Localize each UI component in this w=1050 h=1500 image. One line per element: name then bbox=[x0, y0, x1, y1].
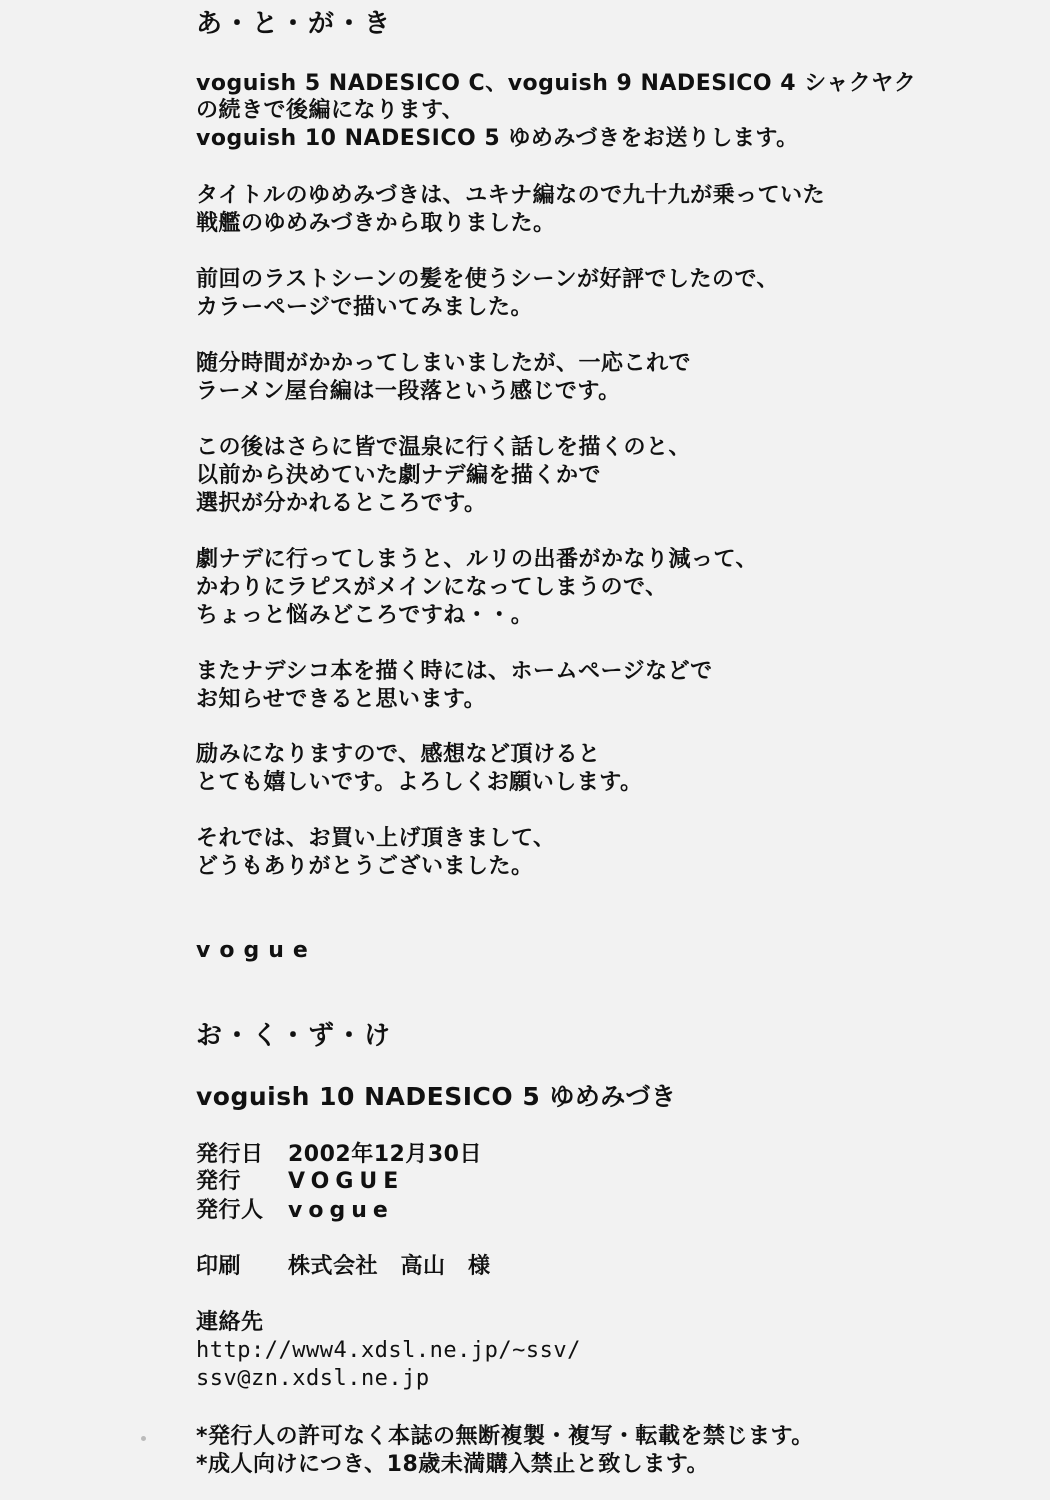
afterword-line: カラーページで描いてみました。 bbox=[196, 295, 534, 320]
issuer-value: vogue bbox=[288, 1198, 394, 1223]
afterword-line: この後はさらに皆で温泉に行く話しを描くのと、 bbox=[196, 435, 692, 460]
issue-date-label: 発行日 bbox=[196, 1142, 264, 1167]
issue-date-value: 2002年12月30日 bbox=[288, 1142, 482, 1167]
afterword-line: 随分時間がかかってしまいましたが、一応これで bbox=[196, 351, 692, 376]
afterword-line: 戦艦のゆめみづきから取りました。 bbox=[196, 211, 556, 236]
afterword-line: どうもありがとうございました。 bbox=[196, 854, 534, 879]
age-restriction-notice: *成人向けにつき、18歳未満購入禁止と致します。 bbox=[196, 1452, 710, 1477]
afterword-line: 前回のラストシーンの髪を使うシーンが好評でしたので、 bbox=[196, 267, 780, 292]
contact-label: 連絡先 bbox=[196, 1310, 264, 1335]
afterword-line: voguish 5 NADESICO C、voguish 9 NADESICO 4 シャクヤク bbox=[196, 71, 917, 96]
contact-url[interactable]: http://www4.xdsl.ne.jp/~ssv/ bbox=[196, 1338, 581, 1363]
issuer-label: 発行人 bbox=[196, 1198, 264, 1223]
printer-label: 印刷 bbox=[196, 1254, 242, 1279]
afterword-line: 励みになりますので、感想など頂けると bbox=[196, 742, 601, 767]
afterword-line: 劇ナデに行ってしまうと、ルリの出番がかなり減って、 bbox=[196, 547, 759, 572]
author-signature: vogue bbox=[196, 938, 317, 963]
scan-speck bbox=[141, 1436, 146, 1441]
issue-date-row bbox=[196, 1141, 482, 1169]
afterword-line: またナデシコ本を描く時には、ホームページなどで bbox=[196, 659, 713, 684]
afterword-line: それでは、お買い上げ頂きまして、 bbox=[196, 826, 556, 851]
afterword-title: あ・と・が・き bbox=[196, 9, 393, 39]
contact-email[interactable]: ssv@zn.xdsl.ne.jp bbox=[196, 1366, 430, 1391]
printer-value: 株式会社 高山 様 bbox=[288, 1254, 491, 1279]
afterword-line: タイトルのゆめみづきは、ユキナ編なので九十九が乗っていた bbox=[196, 183, 826, 208]
publisher-value: VOGUE bbox=[288, 1169, 405, 1194]
afterword-line: ラーメン屋台編は一段落という感じです。 bbox=[196, 379, 621, 404]
afterword-line: voguish 10 NADESICO 5 ゆめみづきをお送りします。 bbox=[196, 126, 799, 151]
issuer-row bbox=[196, 1197, 394, 1225]
afterword-line: 選択が分かれるところです。 bbox=[196, 491, 487, 516]
copyright-notice: *発行人の許可なく本誌の無断複製・複写・転載を禁じます。 bbox=[196, 1424, 814, 1449]
afterword-line: ちょっと悩みどころですね・・。 bbox=[196, 603, 534, 628]
book-title: voguish 10 NADESICO 5 ゆめみづき bbox=[196, 1082, 677, 1111]
afterword-line: の続きで後編になります、 bbox=[196, 98, 465, 123]
colophon-title: お・く・ず・け bbox=[196, 1021, 393, 1051]
afterword-line: かわりにラピスがメインになってしまうので、 bbox=[196, 575, 668, 600]
publisher-label: 発行 bbox=[196, 1169, 242, 1194]
afterword-line: お知らせできると思います。 bbox=[196, 687, 487, 712]
afterword-line: 以前から決めていた劇ナデ編を描くかで bbox=[196, 463, 602, 488]
publisher-row bbox=[196, 1168, 404, 1196]
printer-row bbox=[196, 1253, 491, 1281]
afterword-line: とても嬉しいです。よろしくお願いします。 bbox=[196, 770, 643, 795]
